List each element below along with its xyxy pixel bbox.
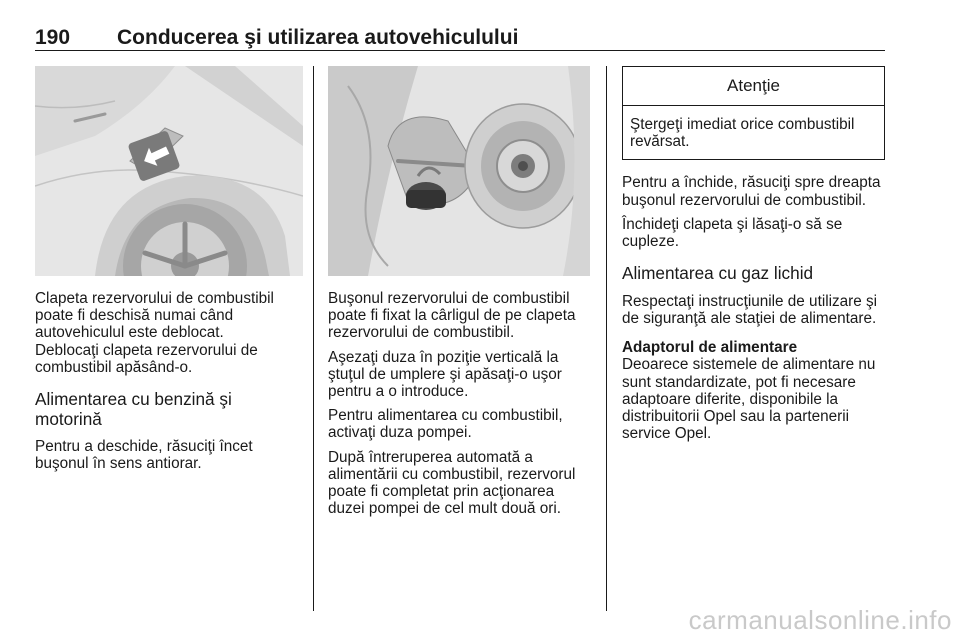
fuel-cap-illustration [328,66,590,276]
paragraph-open-cap: Pentru a deschide, răsuciţi încet buşonul în sens antiorar. [35,438,253,473]
fuel-flap-illustration [35,66,303,276]
paragraph-top-up: După întreruperea automată a alimentării cu combustibil, rezervorul poate fi completat prin acţionarea duzei pompei de cel mult două ori. [328,448,576,518]
column-divider-1 [313,66,314,611]
paragraph-station-instructions: Respectaţi instrucţiunile de utilizare şi de siguranţă ale staţiei de alimentare. [622,292,878,327]
header-rule [35,50,885,51]
warning-text: Ştergeţi imediat orice combustibil revărsat. [630,116,855,151]
paragraph-activate-nozzle: Pentru alimentarea cu combustibil, activaţi duza pompei. [328,407,563,442]
section-heading-lpg: Alimentarea cu gaz lichid [622,263,814,284]
paragraph-close-cap: Pentru a închide, răsuciţi spre dreapta buşonul rezervorului de combustibil. [622,174,881,209]
watermark: carmanualsonline.info [688,605,952,635]
page-title: Conducerea şi utilizarea autovehiculului [117,26,519,49]
paragraph-cap-hook: Buşonul rezervorului de combustibil poate fi fixat la cârligul de pe clapeta rezervorului de combustibil. [328,290,576,342]
column-divider-2 [606,66,607,611]
page-number: 190 [35,26,71,49]
section-heading-petrol-diesel: Alimentarea cu benzină şi motorină [35,389,232,429]
paragraph-flap-unlocked: Clapeta rezervorului de combustibil poate fi deschisă numai când autovehiculul este deblocat. [35,290,274,342]
figure-fuel-cap [328,66,590,276]
column-3 [622,66,887,442]
column-2 [328,66,590,517]
subheading-filling-adapter: Adaptorul de alimentare [622,339,798,357]
figure-fuel-flap [35,66,303,276]
paragraph-unlock-flap: Deblocaţi clapeta rezervorului de combustibil apăsând-o. [35,341,258,376]
paragraph-insert-nozzle: Aşezaţi duza în poziţie verticală la ştuţul de umplere şi apăsaţi-o uşor pentru a o introduce. [328,348,562,401]
paragraph-close-flap: Închideţi clapeta şi lăsaţi-o să se cupleze. [622,215,843,251]
paragraph-adapters: Deoarece sistemele de alimentare nu sunt standardizate, pot fi necesare adaptoare diferite, disponibile la distribuitorii Opel sau la partenerii service Opel. [622,356,876,443]
warning-title: Atenţie [623,67,884,106]
column-1 [35,66,303,472]
warning-box [622,66,885,160]
page-header [35,26,885,52]
